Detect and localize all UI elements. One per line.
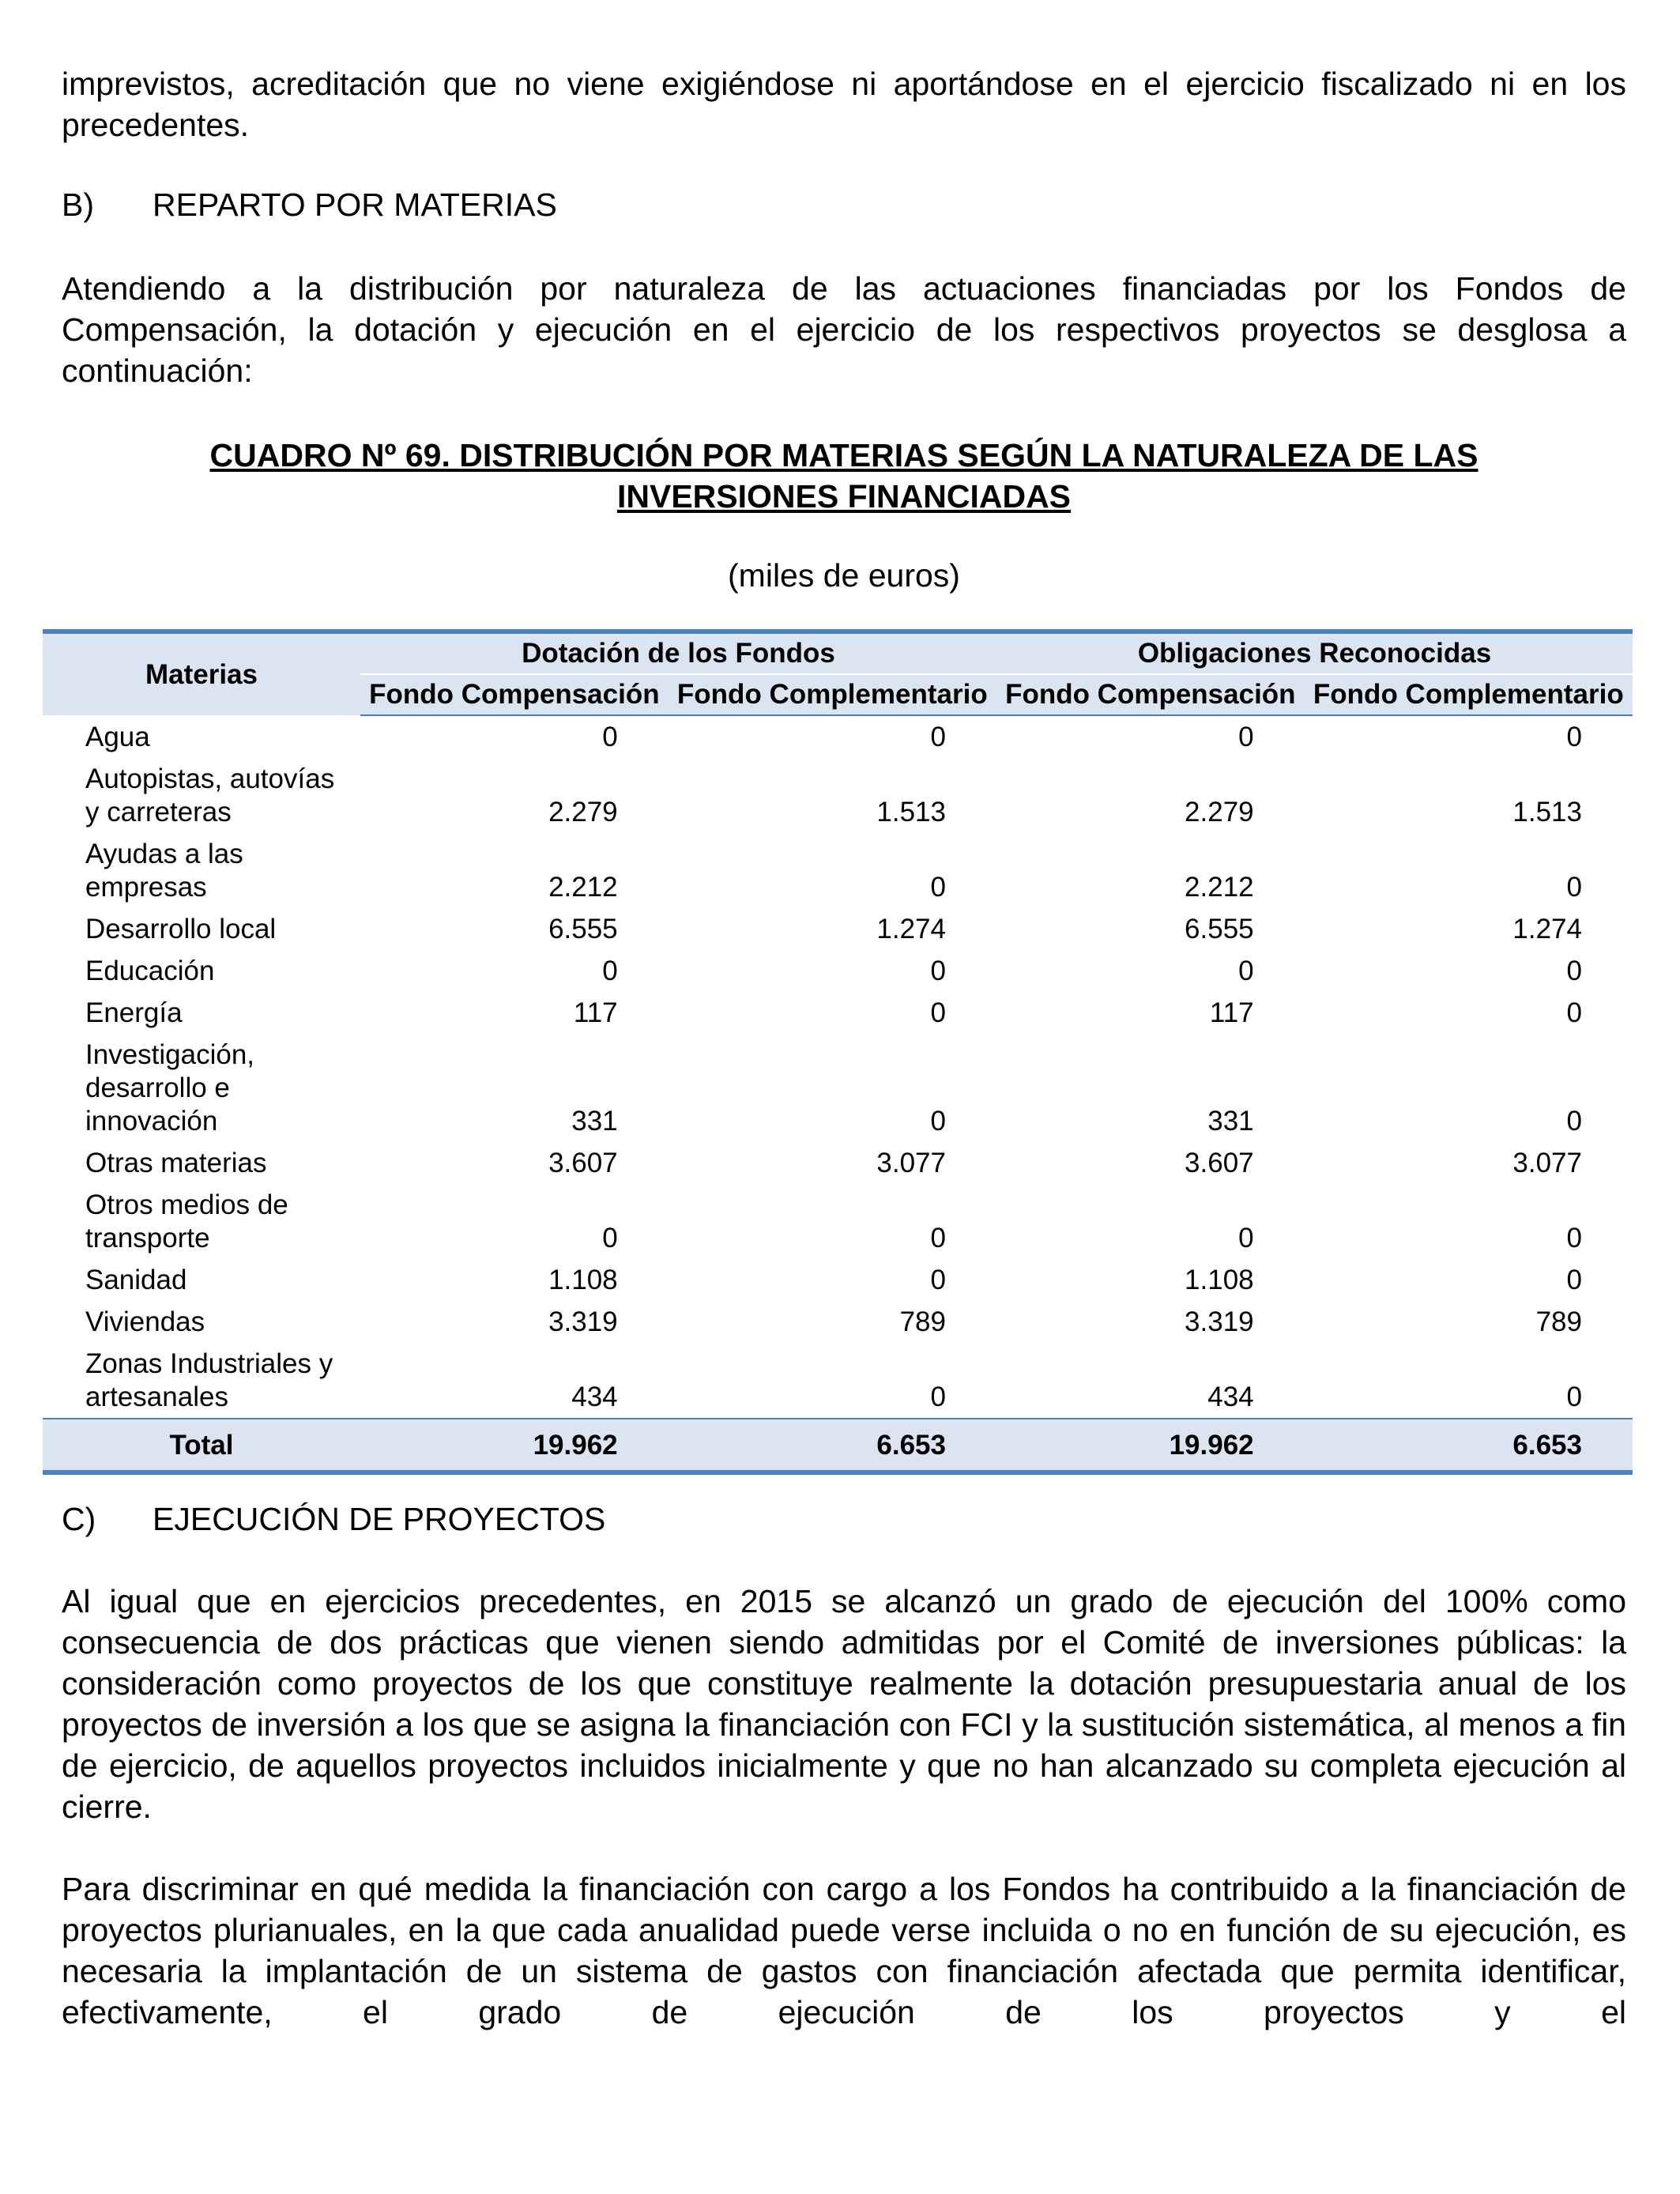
intro-paragraph: imprevistos, acreditación que no viene exigiéndose ni aportándose en el ejercicio fiscalizado ni en los precedentes. — [62, 66, 1626, 143]
row-value: 117 — [1209, 997, 1254, 1028]
row-value: 3.319 — [548, 1306, 618, 1337]
section-b-letter: B) — [62, 187, 94, 223]
table-row — [43, 1184, 1633, 1259]
section-b-paragraph: Atendiendo a la distribución por naturaleza de las actuaciones financiadas por los Fondos de Compensación, la dotación y ejecución en el ejercicio de los respectivos proyectos se desglosa a continuación: — [62, 270, 1626, 389]
row-value: 0 — [930, 997, 946, 1028]
row-name: Agua — [85, 722, 150, 752]
materias-table — [43, 629, 1633, 1475]
table-row — [43, 715, 1633, 758]
table-row — [43, 950, 1633, 992]
row-value: 3.077 — [876, 1148, 946, 1178]
row-value: 0 — [1238, 956, 1254, 986]
row-name: Zonas Industriales y artesanales — [85, 1348, 333, 1412]
row-value: 789 — [899, 1306, 946, 1337]
row-value: 434 — [571, 1382, 618, 1412]
row-value: 0 — [1566, 1106, 1582, 1137]
section-b-title: REPARTO POR MATERIAS — [153, 187, 557, 223]
row-value: 331 — [1207, 1106, 1254, 1137]
row-name: Desarrollo local — [85, 914, 277, 944]
row-value: 3.077 — [1512, 1148, 1582, 1178]
total-value: 19.962 — [360, 1419, 669, 1472]
row-value: 0 — [930, 1106, 946, 1137]
row-value: 0 — [930, 872, 946, 903]
section-b-heading — [62, 184, 1626, 225]
row-value: 434 — [1207, 1382, 1254, 1412]
section-c-heading — [62, 1498, 1626, 1540]
row-value: 6.555 — [548, 914, 618, 944]
row-value: 0 — [1238, 1223, 1254, 1253]
table-row — [43, 833, 1633, 908]
header-group-obligaciones: Obligaciones Reconocidas — [996, 631, 1633, 674]
row-value: 117 — [573, 997, 618, 1028]
row-value: 0 — [1566, 722, 1582, 752]
total-label: Total — [43, 1419, 360, 1472]
total-value: 6.653 — [1305, 1419, 1633, 1472]
table-row — [43, 1301, 1633, 1343]
row-value: 0 — [930, 1382, 946, 1412]
row-value: 1.513 — [1512, 797, 1582, 827]
row-value: 1.274 — [876, 914, 946, 944]
row-name: Ayudas a las empresas — [85, 839, 243, 903]
table-subtitle: (miles de euros) — [728, 557, 960, 594]
section-c-paragraph-2: Para discriminar en qué medida la financiación con cargo a los Fondos ha contribuido a la financiación de proyectos plurianuales, en la que cada anualidad puede verse incluida o no en función de su ejecución, es necesaria la implantación de un sistema de gastos con financiación afectada que permita identificar, efectivamente, el grado de ejecución de los proyectos y el — [62, 1871, 1626, 2030]
table-row — [43, 1259, 1633, 1301]
row-name: Otras materias — [85, 1148, 267, 1178]
row-value: 2.212 — [548, 872, 618, 903]
row-name: Viviendas — [85, 1306, 205, 1337]
row-value: 0 — [1238, 722, 1254, 752]
row-value: 0 — [1566, 1382, 1582, 1412]
row-value: 0 — [930, 722, 946, 752]
row-value: 2.279 — [1185, 797, 1254, 827]
table-row — [43, 1343, 1633, 1419]
row-value: 0 — [1566, 997, 1582, 1028]
table-row — [43, 1142, 1633, 1184]
row-value: 0 — [602, 1223, 618, 1253]
table-row — [43, 992, 1633, 1034]
row-value: 1.513 — [876, 797, 946, 827]
row-value: 789 — [1535, 1306, 1582, 1337]
row-value: 0 — [930, 956, 946, 986]
row-value: 6.555 — [1185, 914, 1254, 944]
row-value: 3.319 — [1185, 1306, 1254, 1337]
table-total-row — [43, 1419, 1633, 1472]
row-name: Autopistas, autovías y carreteras — [85, 763, 335, 827]
document-page — [62, 63, 1626, 2033]
row-value: 3.607 — [548, 1148, 618, 1178]
table-row — [43, 758, 1633, 833]
row-value: 331 — [571, 1106, 618, 1137]
row-value: 0 — [1566, 872, 1582, 903]
table-title: CUADRO Nº 69. DISTRIBUCIÓN POR MATERIAS SEGÚN LA NATURALEZA DE LAS INVERSIONES FINANCIADAS — [209, 437, 1478, 515]
row-value: 0 — [1566, 1265, 1582, 1295]
header-sub-1: Fondo Compensación — [360, 674, 669, 715]
header-sub-4: Fondo Complementario — [1305, 674, 1633, 715]
row-name: Energía — [85, 997, 183, 1028]
row-value: 1.108 — [1185, 1265, 1254, 1295]
row-value: 2.279 — [548, 797, 618, 827]
table-row — [43, 908, 1633, 950]
header-sub-2: Fondo Complementario — [669, 674, 996, 715]
header-group-dotacion: Dotación de los Fondos — [360, 631, 996, 674]
row-value: 1.274 — [1512, 914, 1582, 944]
row-value: 0 — [1566, 1223, 1582, 1253]
row-name: Educación — [85, 956, 215, 986]
section-c-letter: C) — [62, 1501, 96, 1537]
row-value: 2.212 — [1185, 872, 1254, 903]
row-value: 0 — [930, 1223, 946, 1253]
table-row — [43, 1034, 1633, 1142]
row-value: 1.108 — [548, 1265, 618, 1295]
section-c-title: EJECUCIÓN DE PROYECTOS — [153, 1501, 606, 1537]
row-value: 0 — [1566, 956, 1582, 986]
row-name: Sanidad — [85, 1265, 187, 1295]
row-value: 3.607 — [1185, 1148, 1254, 1178]
row-name: Otros medios de transporte — [85, 1189, 288, 1253]
row-value: 0 — [602, 956, 618, 986]
header-sub-3: Fondo Compensación — [996, 674, 1305, 715]
row-name: Investigación, desarrollo e innovación — [85, 1039, 255, 1137]
total-value: 19.962 — [996, 1419, 1305, 1472]
row-value: 0 — [930, 1265, 946, 1295]
total-value: 6.653 — [669, 1419, 996, 1472]
section-c-paragraph-1: Al igual que en ejercicios precedentes, en 2015 se alcanzó un grado de ejecución del 100% como consecuencia de dos prácticas que vienen siendo admitidas por el Comité de inversiones públicas: la consideración como proyectos de los que constituye realmente la dotación presupuestaria anual de los proyectos de inversión a los que se asigna la financiación con FCI y la sustitución sistemática, al menos a fin de ejercicio, de aquellos proyectos incluidos inicialmente y que no han alcanzado su completa ejecución al cierre. — [62, 1583, 1626, 1825]
row-value: 0 — [602, 722, 618, 752]
header-materias: Materias — [43, 631, 360, 715]
